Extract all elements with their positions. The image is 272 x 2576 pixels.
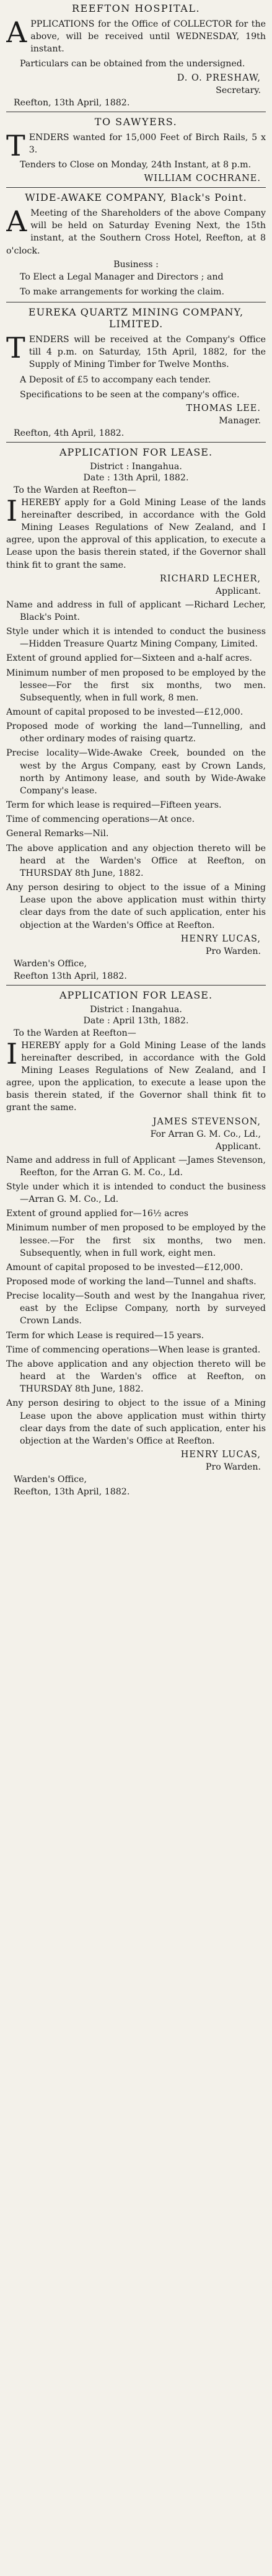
business-heading: Business : xyxy=(113,259,159,270)
lease-item: Term for which Lease is required—15 years. xyxy=(6,1330,204,1341)
advert-body: TENDERS wanted for 15,000 Feet of Birch Rails, 5 x 3. xyxy=(6,128,266,162)
advert-paragraph: Specifications to be seen at the company's office. xyxy=(20,389,240,400)
office-date: Reefton, 13th April, 1882. xyxy=(14,1487,130,1498)
lease-item: Term for which lease is required—Fifteen years. xyxy=(6,800,222,811)
lease-item: Time of commencing operations—When lease is granted. xyxy=(6,1344,261,1355)
advert-lease-stevenson xyxy=(6,989,266,1497)
lease-item: The above application and any objection thereto will be heard at the Warden's office at Reefton, on THURSDAY 8th June, 1882. xyxy=(6,1359,266,1395)
advert-hospital xyxy=(6,2,266,108)
drop-cap: A xyxy=(6,205,27,239)
district-line: District : Inangahua. xyxy=(90,1004,182,1015)
lease-item: Amount of capital proposed to be invested—£12,000. xyxy=(6,707,243,717)
office-line: Warden's Office, xyxy=(14,1475,87,1485)
drop-cap: I xyxy=(6,493,18,527)
lease-item: Precise locality—South and west by the Inangahua river, east by the Eclipse Company, north by surveyed Crown Lands. xyxy=(6,1291,266,1326)
advert-body: IHEREBY apply for a Gold Mining Lease of the lands hereinafter described, in accordance with the Gold Mining Leases Regulations of New Zealand, and I agree, upon the approval of this application, to execute a Lease upon the basis therein stated, if the Governor shall think fit to grant the same. xyxy=(6,493,266,570)
lease-item: Style under which it is intended to conduct the business—Hidden Treasure Quartz Mining Company, Limited. xyxy=(6,627,266,650)
advert-wide-awake xyxy=(6,192,266,298)
advert-paragraph: Particulars can be obtained from the undersigned. xyxy=(20,59,245,69)
advert-title: TO SAWYERS. xyxy=(94,115,178,128)
lease-item: Any person desiring to object to the issue of a Mining Lease upon the above application must within thirty clear days from the date of such application, enter his objection at the Warden's Office at Reefton. xyxy=(6,883,266,930)
lease-item: Minimum number of men proposed to be employed by the lessee.—For the first six months, two men. Subsequently, when in full work, eight men. xyxy=(6,1223,266,1258)
lease-item: Extent of ground applied for—16½ acres xyxy=(6,1209,189,1219)
lease-items xyxy=(6,1154,266,1447)
lease-item: Name and address in full of applicant —Richard Lecher, Black's Point. xyxy=(6,599,266,622)
warden-role: Pro Warden. xyxy=(205,946,261,956)
warden-role: Pro Warden. xyxy=(205,1462,261,1473)
drop-cap: T xyxy=(6,128,25,162)
advert-body: A Meeting of the Shareholders of the above Company will be held on Saturday Evening Next, the 15th instant, at the Southern Cross Hotel, Reefton, at 8 o'clock. xyxy=(6,205,266,256)
lease-item: Name and address in full of Applicant —James Stevenson, Reefton, for the Arran G. M. Co., Ld. xyxy=(6,1155,266,1178)
lease-item: Extent of ground applied for—Sixteen and a-half acres. xyxy=(6,653,252,664)
advert-title: APPLICATION FOR LEASE. xyxy=(59,446,213,458)
drop-cap: A xyxy=(6,15,27,49)
signatory-name: THOMAS LEE. xyxy=(186,403,261,413)
advert-title: APPLICATION FOR LEASE. xyxy=(59,989,213,1001)
advert-body: IHEREBY apply for a Gold Mining Lease of the lands hereinafter described, in accordance with the Gold Mining Leases Regulations of New Zealand, and I agree, upon the application, to execute a lease upon the basis therein stated, if the Governor shall think fit to grant the same. xyxy=(6,1036,266,1113)
date-line: Date : April 13th, 1882. xyxy=(83,1015,189,1026)
date-line: Date : 13th April, 1882. xyxy=(83,472,189,483)
lease-item: Precise locality—Wide-Awake Creek, bounded on the west by the Argus Company, east by Crown Lands, north by Antimony lease, and south by Wide-Awake Company's lease. xyxy=(6,748,266,796)
district-line: District : Inangahua. xyxy=(90,461,182,472)
business-item: To Elect a Legal Manager and Directors ; and xyxy=(20,271,224,282)
applicant-name: JAMES STEVENSON, xyxy=(152,1116,261,1127)
advert-title: REEFTON HOSPITAL. xyxy=(71,2,201,14)
advert-sawyers xyxy=(6,116,266,183)
advert-paragraph: Tenders to Close on Monday, 24th Instant, at 8 p.m. xyxy=(20,159,252,170)
signatory-name: WILLIAM COCHRANE. xyxy=(144,174,261,184)
advert-date: Reefton, 13th April, 1882. xyxy=(14,97,130,108)
addressee: To the Warden at Reefton— xyxy=(14,1028,136,1038)
signatory-title: Manager. xyxy=(219,415,261,426)
lease-item: The above application and any objection thereto will be heard at the Warden's Office at Reefton, on THURSDAY 8th June, 1882. xyxy=(6,843,266,878)
advert-body: TENDERS will be received at the Company's Office till 4 p.m. on Saturday, 15th April, 1882, for the Supply of Mining Timber for Twelve Months. xyxy=(6,331,266,370)
applicant-name: RICHARD LECHER, xyxy=(159,573,261,584)
column-rule xyxy=(6,442,266,443)
lease-item: Amount of capital proposed to be invested—£12,000. xyxy=(6,1262,243,1273)
business-item: To make arrangements for working the claim. xyxy=(20,286,225,297)
applicant-role: For Arran G. M. Co., Ld., xyxy=(150,1129,261,1139)
warden-name: HENRY LUCAS, xyxy=(180,933,261,944)
column-rule xyxy=(6,187,266,188)
advert-title: EUREKA QUARTZ MINING COMPANY, LIMITED. xyxy=(28,306,244,330)
applicant-role: Applicant. xyxy=(215,586,261,596)
addressee: To the Warden at Reefton— xyxy=(14,485,136,495)
advert-body: APPLICATIONS for the Office of COLLECTOR for the above, will be received until WEDNESDAY, 19th instant. xyxy=(6,15,266,55)
lease-item: Proposed mode of working the land—Tunnel and shafts. xyxy=(6,1277,257,1287)
office-line: Warden's Office, xyxy=(14,958,87,969)
lease-items xyxy=(6,599,266,932)
advert-eureka xyxy=(6,306,266,438)
advert-lease-lecher xyxy=(6,446,266,981)
signatory-name: D. O. PRESHAW, xyxy=(177,73,261,83)
lease-item: General Remarks—Nil. xyxy=(6,829,109,839)
column-rule xyxy=(6,985,266,986)
applicant-role: Applicant. xyxy=(215,1141,261,1152)
advert-date: Reefton, 4th April, 1882. xyxy=(14,428,125,438)
newspaper-column xyxy=(6,0,266,2576)
lease-item: Time of commencing operations—At once. xyxy=(6,814,195,825)
lease-item: Style under which it is intended to conduct the business—Arran G. M. Co., Ld. xyxy=(6,1181,266,1205)
signatory-title: Secretary. xyxy=(216,85,261,95)
lease-item: Minimum number of men proposed to be employed by the lessee—For the first six months, two men. Subsequently, when in full work, 8 men. xyxy=(6,668,266,703)
warden-name: HENRY LUCAS, xyxy=(180,1450,261,1460)
lease-item: Any person desiring to object to the issue of a Mining Lease upon the above application must within thirty clear days from the date of such application, enter his objection at the Warden's Office at Reefton. xyxy=(6,1398,266,1446)
drop-cap: T xyxy=(6,331,25,365)
lease-item: Proposed mode of working the land—Tunnelling, and other ordinary modes of raising quartz. xyxy=(6,721,266,744)
drop-cap: I xyxy=(6,1036,18,1070)
advert-title: WIDE-AWAKE COMPANY, Black's Point. xyxy=(25,192,247,204)
advert-paragraph: A Deposit of £5 to accompany each tender. xyxy=(20,374,211,385)
office-date: Reefton 13th April, 1882. xyxy=(14,971,127,981)
